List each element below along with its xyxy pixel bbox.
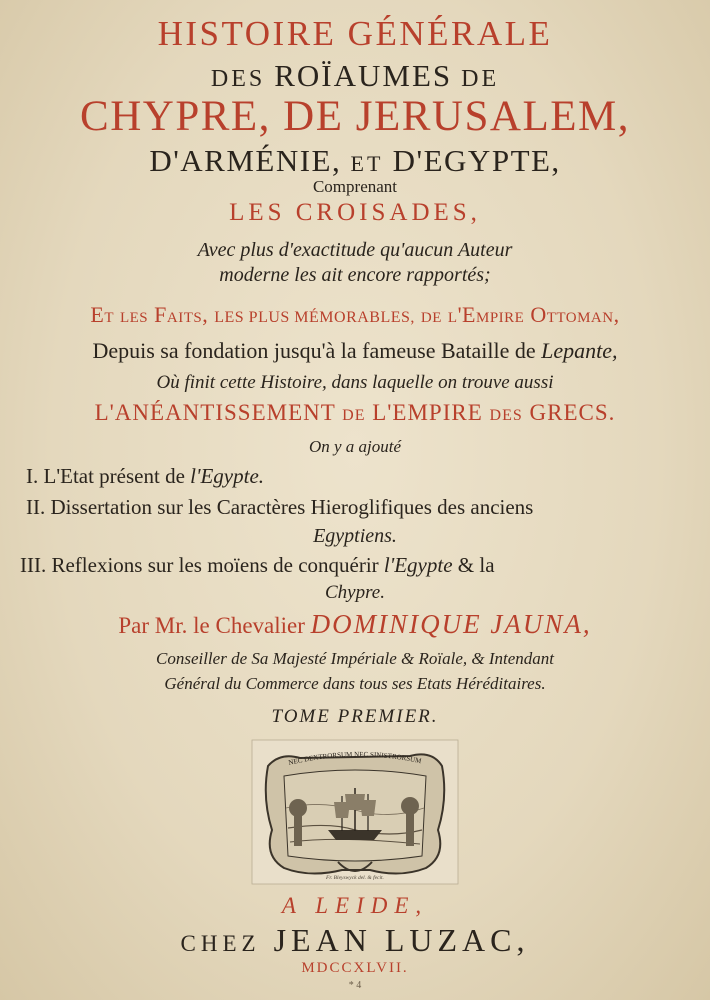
author-name: DOMINIQUE JAUNA, — [310, 609, 592, 639]
imprint-publisher-prefix: CHEZ — [180, 931, 261, 956]
title-line-12-b: DE — [342, 407, 366, 424]
contents-item-2 — [26, 495, 533, 520]
title-line-9-c: de l'Empire Ottoman, — [420, 302, 620, 327]
contents-item-1 — [26, 464, 264, 489]
title-line-11: Où finit cette Histoire, dans laquelle on trouve aussi — [156, 372, 554, 393]
title-line-4-c: D'EGYPTE, — [392, 143, 561, 178]
volume-label: TOME PREMIER. — [271, 706, 439, 727]
contents-item-3-text-end: & la — [457, 553, 495, 577]
title-line-4-a: D'ARMÉNIE, — [149, 143, 342, 178]
title-line-12-e: GRECS. — [529, 400, 616, 425]
title-line-10-a: Depuis sa fondation jusqu'à la fameuse Bataille de — [92, 338, 536, 363]
imprint-place: A LEIDE, — [281, 893, 429, 918]
contents-item-2-num: II. — [26, 495, 46, 519]
title-line-3: CHYPRE, DE JERUSALEM, — [80, 93, 630, 140]
contents-item-2-continuation: Egyptiens. — [313, 525, 397, 547]
title-line-2 — [0, 58, 710, 94]
title-line-1: HISTOIRE GÉNÉRALE — [157, 14, 553, 53]
title-line-12-d: DES — [489, 407, 523, 424]
author-prefix: Par Mr. le Chevalier — [118, 613, 305, 638]
title-line-2-main: ROÏAUMES — [274, 58, 453, 93]
title-line-13: On y a ajouté — [308, 437, 402, 456]
title-line-6: LES CROISADES, — [229, 199, 481, 226]
imprint-publisher — [0, 922, 710, 959]
title-line-2-prefix: DES — [210, 66, 266, 92]
author-line — [0, 609, 710, 640]
contents-item-1-num: I. — [26, 464, 39, 488]
title-line-12-c: L'EMPIRE — [372, 400, 483, 425]
title-line-9 — [0, 302, 710, 328]
title-line-10-b: Lepante, — [541, 338, 618, 363]
title-line-12-a: L'ANÉANTISSEMENT — [94, 400, 336, 425]
title-line-10 — [0, 338, 710, 364]
author-title-line-2: Général du Commerce dans tous ses Etats Héréditaires. — [164, 674, 546, 693]
printer-device-vignette — [250, 738, 460, 886]
title-line-2-suffix: DE — [461, 66, 500, 92]
title-line-12 — [0, 400, 710, 426]
contents-item-2-text: Dissertation sur les Caractères Hieroglifiques des anciens — [50, 495, 534, 519]
vignette-motto: NEC DEXTRORSUM NEC SINISTRORSUM — [287, 750, 423, 767]
title-line-8: moderne les ait encore rapportés; — [219, 264, 491, 286]
contents-item-3 — [20, 553, 495, 578]
title-line-9-a: Et les Faits, — [90, 302, 209, 327]
contents-item-3-continuation: Chypre. — [325, 582, 385, 603]
title-line-4 — [0, 143, 710, 179]
contents-item-3-num: III. — [20, 553, 47, 577]
title-line-5: Comprenant — [312, 177, 398, 196]
imprint-year: MDCCXLVII. — [301, 960, 409, 976]
title-line-7: Avec plus d'exactitude qu'aucun Auteur — [197, 239, 513, 261]
imprint-publisher-name: JEAN LUZAC, — [273, 922, 530, 958]
contents-item-3-text-it: l'Egypte — [383, 553, 453, 577]
title-line-9-b: LES PLUS MÉMORABLES, — [214, 309, 415, 326]
vignette-signature: Fr. Bleyswyck del. & fecit. — [326, 875, 384, 881]
author-title-line-1: Conseiller de Sa Majesté Impériale & Roïale, & Intendant — [155, 649, 554, 668]
title-line-4-b: ET — [350, 151, 384, 176]
contents-item-1-text: L'Etat présent de — [43, 464, 185, 488]
contents-item-1-text-it: l'Egypte. — [190, 464, 265, 488]
signature-mark: * 4 — [348, 980, 362, 991]
contents-item-3-text: Reflexions sur les moïens de conquérir — [51, 553, 379, 577]
